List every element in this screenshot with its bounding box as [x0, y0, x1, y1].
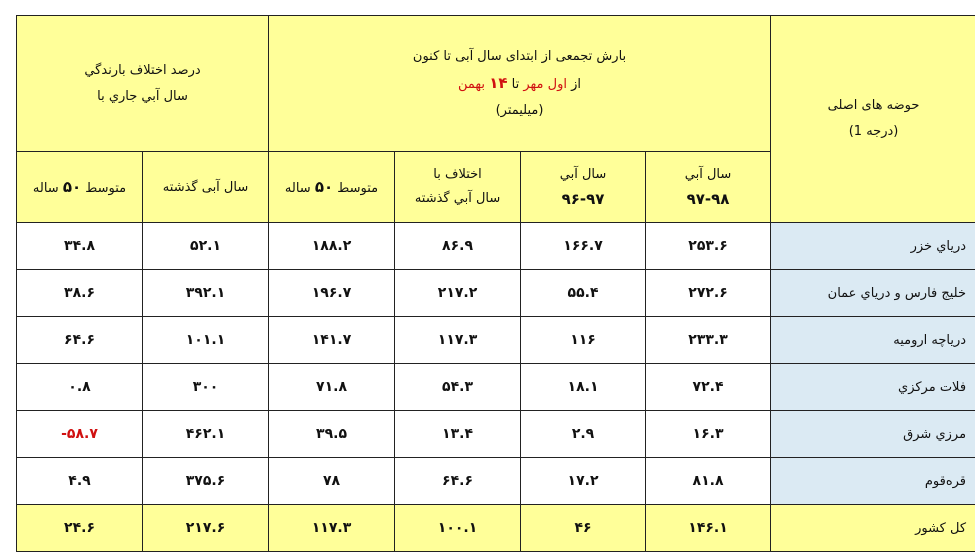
cell-9798: ۱۶.۳	[646, 411, 771, 458]
total-diff: ۱۰۰.۱	[395, 505, 521, 552]
cell-9697: ۱۷.۲	[521, 458, 646, 505]
basins-subtitle: (درجه 1)	[848, 124, 899, 139]
cell-diff: ۸۶.۹	[395, 223, 521, 270]
period-day: ۱۴	[489, 73, 508, 92]
rainfall-table-container	[16, 15, 975, 552]
cell-diff: ۱۱۷.۳	[395, 317, 521, 364]
table-row	[17, 317, 975, 364]
table-row	[17, 223, 975, 270]
diff-percent-title: درصد اختلاف بارندگي	[84, 62, 201, 78]
cell-avg50: ۷۸	[269, 458, 395, 505]
cell-diff: ۲۱۷.۲	[395, 270, 521, 317]
cell-avg50: ۱۸۸.۲	[269, 223, 395, 270]
cell-pct-last: ۳۰۰	[143, 364, 269, 411]
cumulative-title: بارش تجمعی از ابتدای سال آبی تا کنون	[412, 48, 627, 64]
period-start: اول مهر	[523, 76, 567, 92]
cell-pct-last: ۴۶۲.۱	[143, 411, 269, 458]
total-9798: ۱۴۶.۱	[646, 505, 771, 552]
cell-pct-last: ۳۹۲.۱	[143, 270, 269, 317]
cell-9697: ۲.۹	[521, 411, 646, 458]
cell-pct-avg: ۰.۸	[17, 364, 143, 411]
cell-pct-avg: ۶۴.۶	[17, 317, 143, 364]
basin-name: درياي خزر	[771, 223, 975, 270]
cell-pct-avg: ۳۸.۶	[17, 270, 143, 317]
diff-percent-subtitle: سال آبي جاري با	[97, 88, 188, 104]
cell-avg50: ۱۹۶.۷	[269, 270, 395, 317]
cell-avg50: ۷۱.۸	[269, 364, 395, 411]
cell-9798: ۲۷۲.۶	[646, 270, 771, 317]
cumulative-unit: (میلیمتر)	[495, 102, 544, 118]
total-avg50: ۱۱۷.۳	[269, 505, 395, 552]
total-label: کل کشور	[771, 505, 975, 552]
cell-avg50: ۱۴۱.۷	[269, 317, 395, 364]
col-header-9697: سال آبي ۹۶-۹۷	[521, 152, 646, 223]
col-header-diff: اختلاف با سال آبي گذشته	[395, 152, 521, 223]
table-row	[17, 411, 975, 458]
cell-9697: ۵۵.۴	[521, 270, 646, 317]
basins-title: حوضه های اصلی	[827, 98, 920, 113]
cell-9798: ۸۱.۸	[646, 458, 771, 505]
col-header-9798: سال آبي ۹۷-۹۸	[646, 152, 771, 223]
cell-diff: ۵۴.۳	[395, 364, 521, 411]
rainfall-table	[16, 15, 975, 552]
table-row	[17, 364, 975, 411]
cell-pct-avg: ۳۴.۸	[17, 223, 143, 270]
cell-9798: ۷۲.۴	[646, 364, 771, 411]
cell-diff: ۶۴.۶	[395, 458, 521, 505]
basins-header	[771, 16, 975, 223]
cell-pct-avg: ۴.۹	[17, 458, 143, 505]
cell-pct-last: ۱۰۱.۱	[143, 317, 269, 364]
cell-9798: ۲۳۳.۳	[646, 317, 771, 364]
cell-9697: ۱۶۶.۷	[521, 223, 646, 270]
cumulative-period: از اول مهر تا ۱۴ بهمن	[458, 73, 582, 92]
col-header-pct-avg: متوسط ۵۰ ساله	[17, 152, 143, 223]
cell-pct-avg-negative: -۵۸.۷	[17, 411, 143, 458]
basin-name: مرزي شرق	[771, 411, 975, 458]
cell-9697: ۱۸.۱	[521, 364, 646, 411]
total-row	[17, 505, 975, 552]
basin-name: درياچه اروميه	[771, 317, 975, 364]
basin-name: خليج فارس و درياي عمان	[771, 270, 975, 317]
total-pct-avg: ۲۴.۶	[17, 505, 143, 552]
basin-name: فلات مرکزي	[771, 364, 975, 411]
period-month: بهمن	[458, 76, 486, 92]
cumulative-header	[269, 16, 771, 152]
table-row	[17, 270, 975, 317]
cell-pct-last: ۵۲.۱	[143, 223, 269, 270]
cell-pct-last: ۳۷۵.۶	[143, 458, 269, 505]
col-header-pct-last: سال آبی گذشته	[143, 152, 269, 223]
diff-percent-header	[17, 16, 269, 152]
cell-diff: ۱۳.۴	[395, 411, 521, 458]
table-row	[17, 458, 975, 505]
total-9697: ۴۶	[521, 505, 646, 552]
basin-name: قره‌قوم	[771, 458, 975, 505]
cell-9697: ۱۱۶	[521, 317, 646, 364]
cell-avg50: ۳۹.۵	[269, 411, 395, 458]
total-pct-last: ۲۱۷.۶	[143, 505, 269, 552]
cell-9798: ۲۵۳.۶	[646, 223, 771, 270]
col-header-avg50: متوسط ۵۰ ساله	[269, 152, 395, 223]
